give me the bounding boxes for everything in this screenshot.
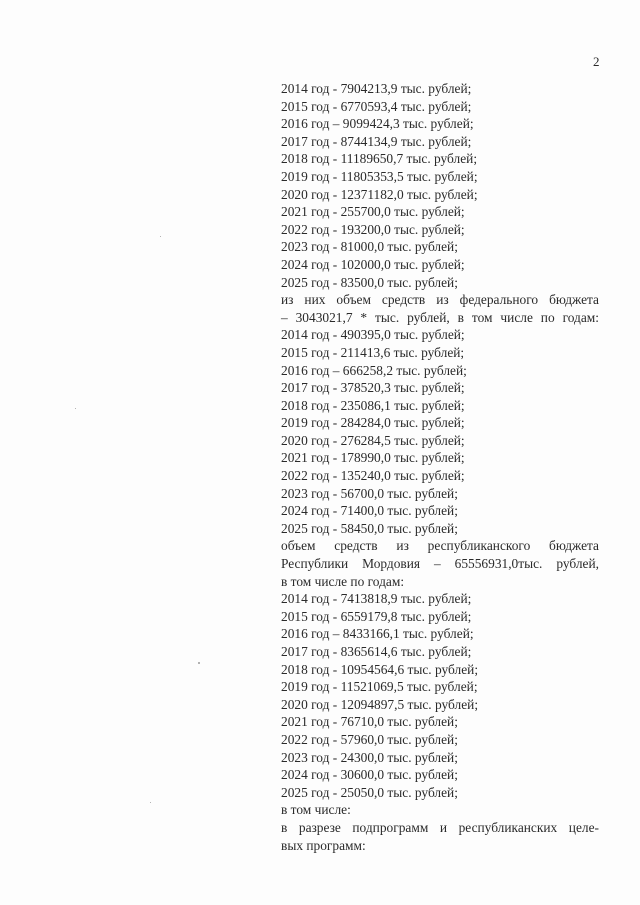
scan-speck — [75, 408, 76, 409]
federal-year-line: 2025 год - 58450,0 тыс. рублей; — [281, 520, 458, 536]
total-year-line: 2014 год - 7904213,9 тыс. рублей; — [281, 81, 472, 96]
scan-speck — [160, 236, 161, 237]
federal-year-line: 2017 год - 378520,3 тыс. рублей; — [281, 380, 465, 396]
federal-year-line: 2022 год - 135240,0 тыс. рублей; — [281, 468, 465, 484]
total-year-line: 2025 год - 83500,0 тыс. рублей; — [281, 274, 458, 290]
total-year-line: 2018 год - 11189650,7 тыс. рублей; — [281, 151, 478, 167]
total-funding-list — [281, 80, 599, 291]
republic-year-line: 2025 год - 25050,0 тыс. рублей; — [281, 784, 458, 800]
federal-intro-line-2: – 3043021,7 * тыс. рублей, в том числе по годам: — [281, 309, 599, 325]
total-year-line: 2017 год - 8744134,9 тыс. рублей; — [281, 133, 472, 149]
scan-speck — [150, 802, 151, 803]
republic-year-line: 2017 год - 8365614,6 тыс. рублей; — [281, 644, 472, 659]
federal-year-line: 2020 год - 276284,5 тыс. рублей; — [281, 432, 465, 448]
republic-year-line: 2020 год - 12094897,5 тыс. рублей; — [281, 696, 479, 712]
federal-year-line: 2023 год - 56700,0 тыс. рублей; — [281, 485, 458, 501]
federal-year-line: 2014 год - 490395,0 тыс. рублей; — [281, 327, 465, 343]
republic-year-line: 2022 год - 57960,0 тыс. рублей; — [281, 731, 458, 747]
republic-year-line: 2023 год - 24300,0 тыс. рублей; — [281, 749, 458, 765]
total-year-line: 2023 год - 81000,0 тыс. рублей; — [281, 239, 458, 255]
republic-year-line: 2016 год – 8433166,1 тыс. рублей; — [281, 626, 474, 642]
republic-year-line: 2019 год - 11521069,5 тыс. рублей; — [281, 679, 478, 695]
funding-text — [281, 80, 599, 854]
republic-funding-list — [281, 590, 599, 801]
republic-intro-line-1: объем средств из республиканского бюджета — [281, 538, 599, 554]
total-year-line: 2019 год - 11805353,5 тыс. рублей; — [281, 168, 478, 184]
republic-year-line: 2024 год - 30600,0 тыс. рублей; — [281, 767, 458, 783]
republic-year-line: 2018 год - 10954564,6 тыс. рублей; — [281, 661, 479, 677]
closing-line-3: вых программ: — [281, 837, 366, 853]
closing-line-2: в разрезе подпрограмм и республиканских целе- — [281, 819, 599, 835]
total-year-line: 2016 год – 9099424,3 тыс. рублей; — [281, 116, 474, 132]
total-year-line: 2021 год - 255700,0 тыс. рублей; — [281, 204, 465, 220]
federal-year-line: 2021 год - 178990,0 тыс. рублей; — [281, 450, 465, 466]
total-year-line: 2024 год - 102000,0 тыс. рублей; — [281, 256, 465, 272]
republic-intro-line-3: в том числе по годам: — [281, 573, 405, 589]
republic-year-line: 2021 год - 76710,0 тыс. рублей; — [281, 714, 458, 730]
federal-year-line: 2016 год – 666258,2 тыс. рублей; — [281, 362, 467, 378]
total-year-line: 2022 год - 193200,0 тыс. рублей; — [281, 221, 465, 237]
republic-year-line: 2015 год - 6559179,8 тыс. рублей; — [281, 608, 472, 624]
federal-year-line: 2015 год - 211413,6 тыс. рублей; — [281, 344, 465, 360]
republic-intro-line-2: Республики Мордовия – 65556931,0тыс. рублей, — [281, 556, 599, 572]
closing-line-1: в том числе: — [281, 802, 351, 818]
federal-year-line: 2024 год - 71400,0 тыс. рублей; — [281, 503, 458, 519]
federal-intro-line-1: из них объем средств из федерального бюджета — [281, 292, 599, 308]
federal-year-line: 2019 год - 284284,0 тыс. рублей; — [281, 415, 465, 431]
scan-speck — [198, 662, 200, 664]
federal-funding-list — [281, 326, 599, 537]
page-number: 2 — [593, 54, 600, 69]
republic-year-line: 2014 год - 7413818,9 тыс. рублей; — [281, 591, 472, 607]
total-year-line: 2020 год - 12371182,0 тыс. рублей; — [281, 186, 478, 202]
federal-year-line: 2018 год - 235086,1 тыс. рублей; — [281, 397, 465, 413]
total-year-line: 2015 год - 6770593,4 тыс. рублей; — [281, 98, 472, 114]
